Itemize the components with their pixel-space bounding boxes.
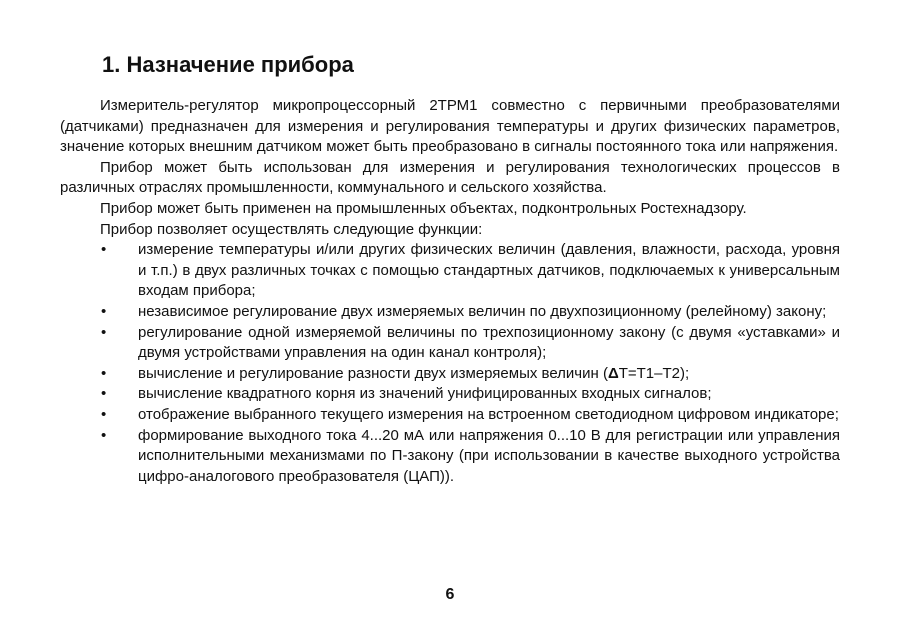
list-item xyxy=(60,384,840,405)
section-heading: 1. Назначение прибора xyxy=(102,52,354,77)
paragraph-rostekhnadzor: Прибор может быть применен на промышленных объектах, подконтрольных Ростехнадзору. xyxy=(100,199,747,217)
bullet-icon: • xyxy=(101,364,107,382)
bullet-icon: • xyxy=(101,302,107,320)
list-item-text-before: вычисление и регулирование разности двух измеряемых величин ( xyxy=(138,364,608,382)
list-item-text: вычисление квадратного корня из значений унифицированных входных сигналов; xyxy=(138,385,712,403)
paragraph-purpose: Измеритель-регулятор микропроцессорный 2ТРМ1 совместно с первичными преобразователями (датчиками) предназначен для измерения и регулирования температуры и других физических параметров, значение которых внешним датчиком может быть преобразовано в сигналы постоянного тока или напряжения. xyxy=(60,97,840,156)
list-item-text-after: Т=Т1–Т2); xyxy=(618,364,690,382)
list-item xyxy=(60,323,840,364)
bullet-icon: • xyxy=(101,426,107,444)
bullet-icon: • xyxy=(101,385,107,403)
list-item-text: регулирование одной измеряемой величины по трехпозиционному закону (с двумя «уставками» и двумя устройствами управления на один канал контроля); xyxy=(138,323,840,362)
list-item xyxy=(60,364,840,385)
bullet-icon: • xyxy=(101,241,107,259)
list-item xyxy=(60,302,840,323)
paragraph-functions-intro: Прибор позволяет осуществлять следующие функции: xyxy=(100,220,483,238)
list-item-text: формирование выходного тока 4...20 мА или напряжения 0...10 В для регистрации или управления исполнительными механизмами по П-закону (при использовании в качестве выходного устройства цифро-аналогового преобразователя (ЦАП)). xyxy=(138,426,840,485)
delta-symbol: Δ xyxy=(607,364,619,382)
list-item-text: измерение температуры и/или других физических величин (давления, влажности, расхода, уровня и т.п.) в двух различных точках с помощью стандартных датчиков, подключаемых к универсальным входам прибора; xyxy=(138,241,840,300)
paragraph-usage: Прибор может быть использован для измерения и регулирования технологических процессов в различных отраслях промышленности, коммунального и сельского хозяйства. xyxy=(60,158,840,197)
list-item xyxy=(60,426,840,488)
list-item xyxy=(60,240,840,302)
list-item-text: независимое регулирование двух измеряемых величин по двухпозиционному (релейному) закону; xyxy=(138,302,827,320)
list-item-text xyxy=(138,365,689,382)
page-number: 6 xyxy=(445,586,455,603)
functions-list xyxy=(60,240,840,487)
list-item-text: отображение выбранного текущего измерения на встроенном светодиодном цифровом индикаторе; xyxy=(138,405,839,423)
bullet-icon: • xyxy=(101,405,107,423)
list-item xyxy=(60,405,840,426)
bullet-icon: • xyxy=(101,323,107,341)
section-body xyxy=(60,96,840,487)
